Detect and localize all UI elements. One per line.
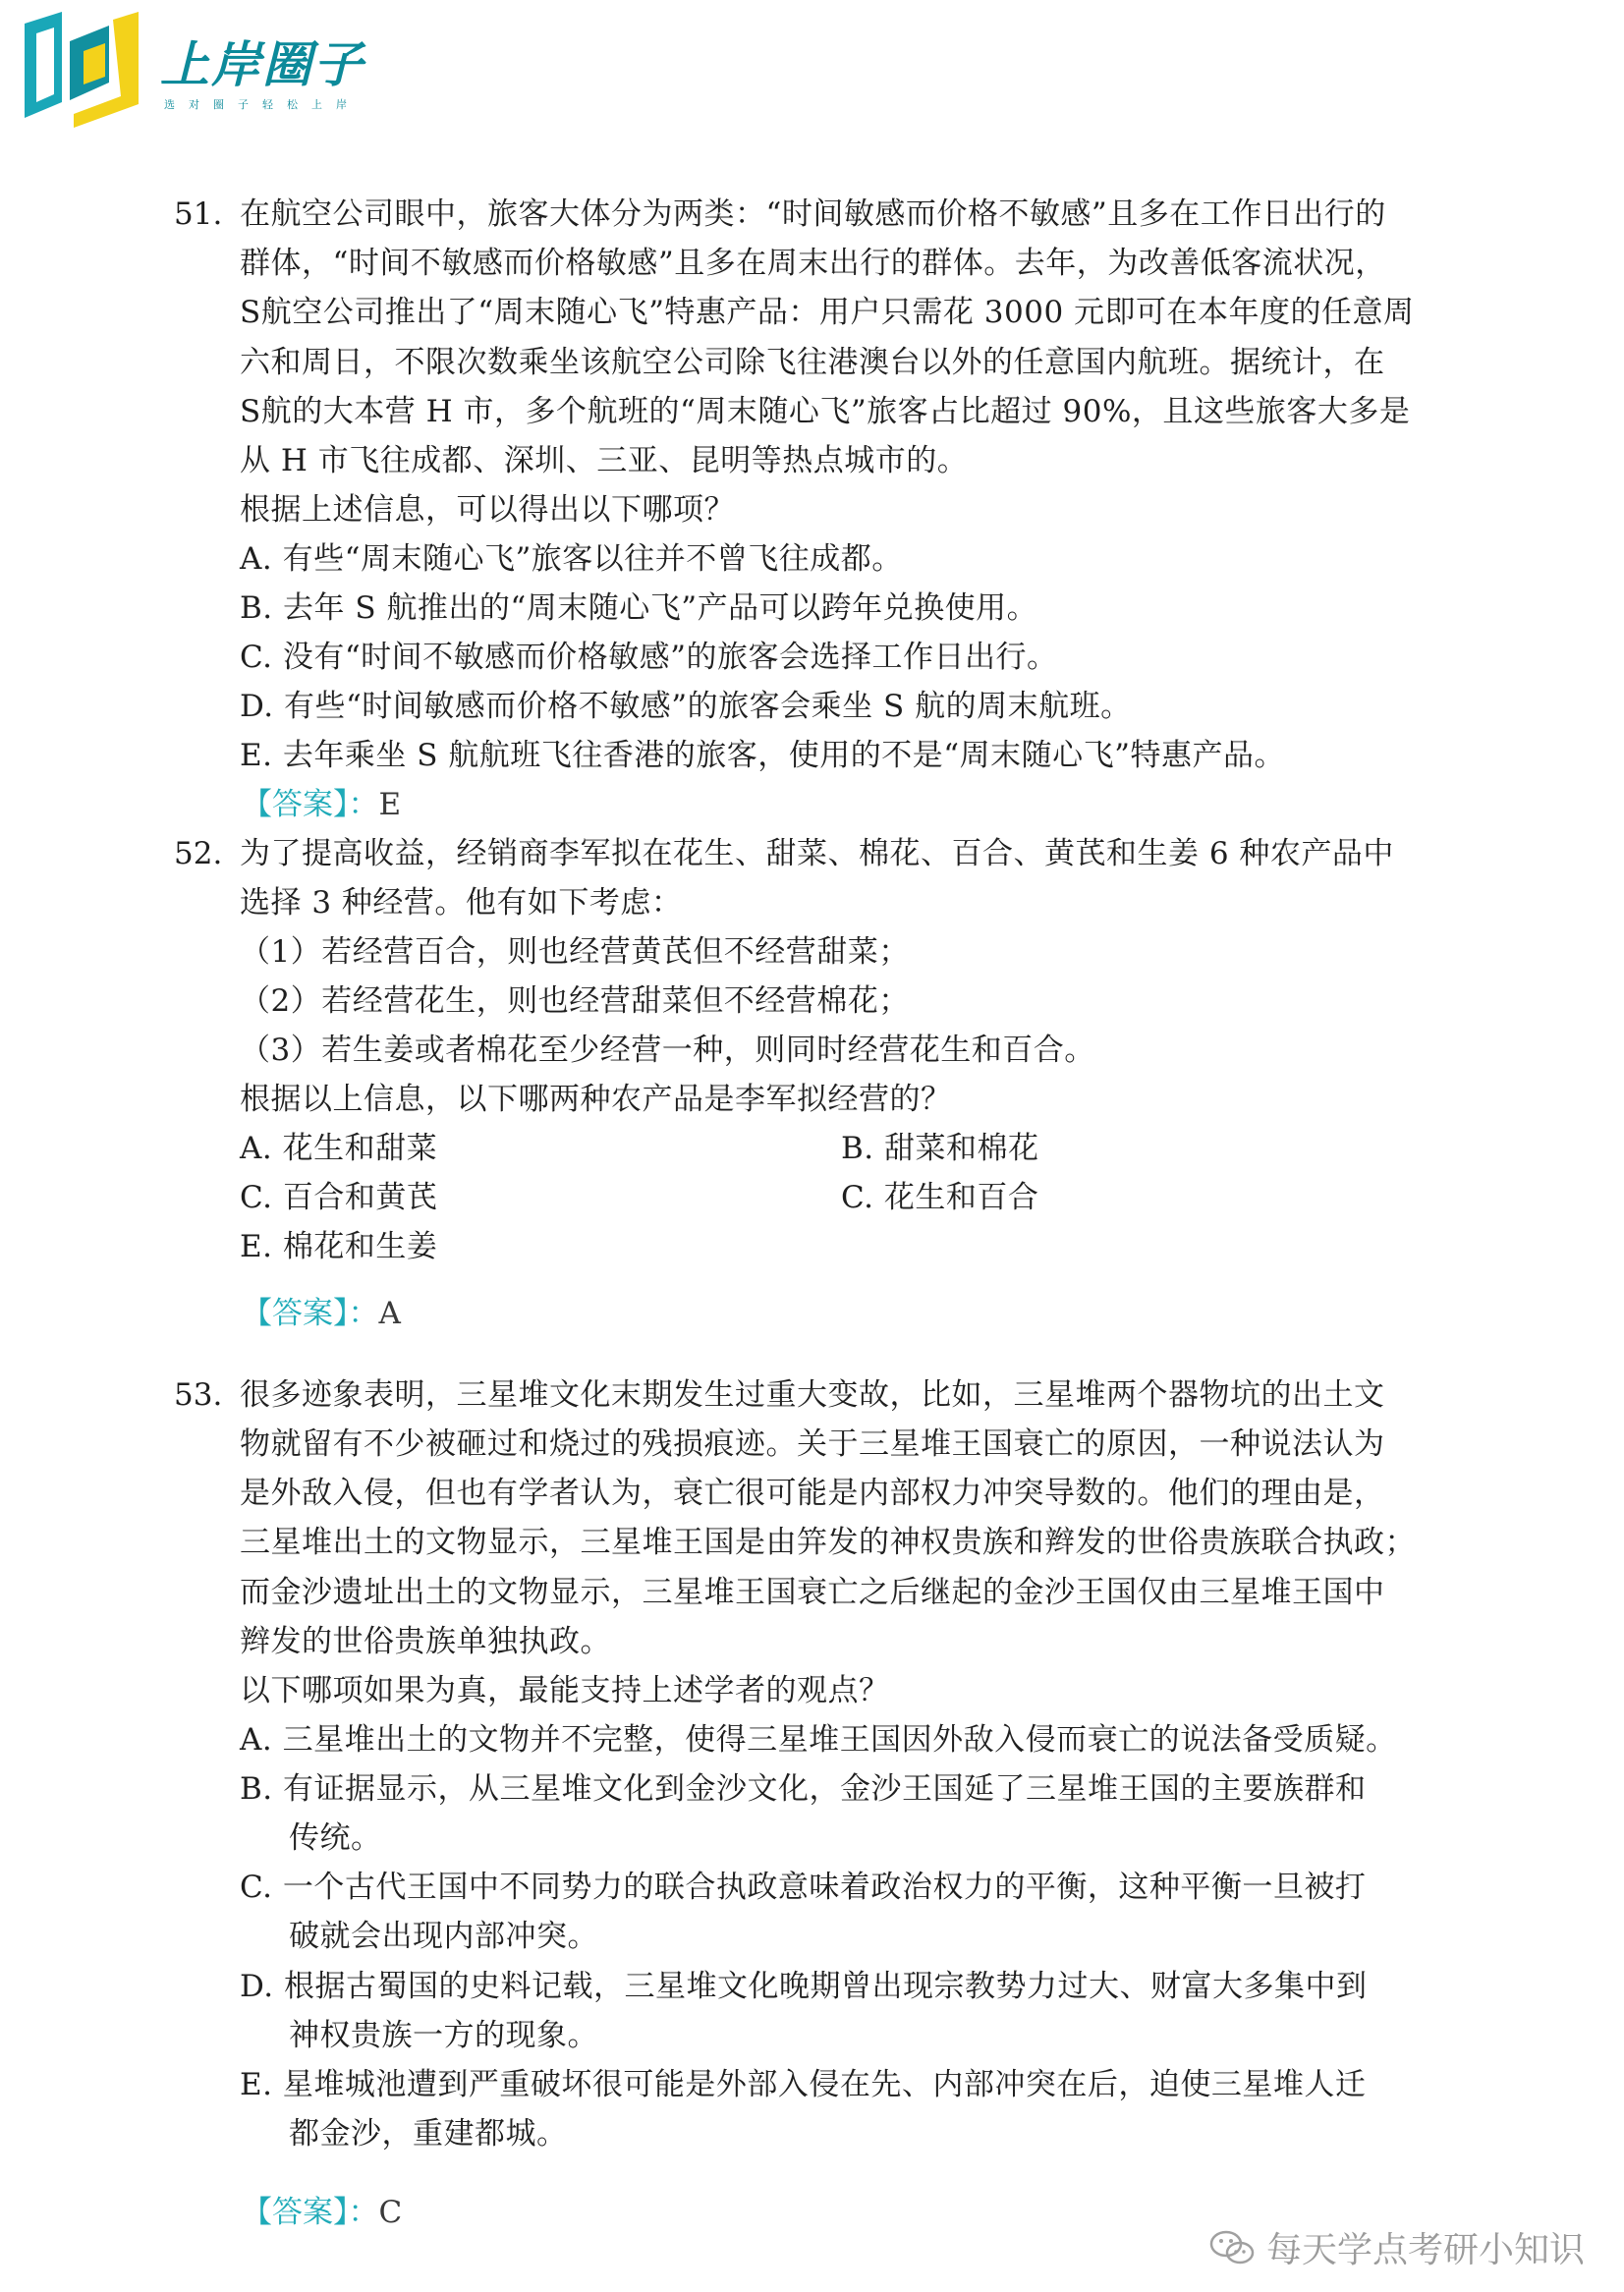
option-e: E. 去年乘坐 S 航航班飞往香港的旅客，使用的不是“周末随心飞”特惠产品。 <box>240 738 1285 773</box>
answer-label: 【答案】： <box>242 1296 379 1331</box>
question-text-line: 群体，“时间不敏感而价格敏感”且多在周末出行的群体。去年，为改善低客流状况， <box>240 246 1386 281</box>
answer-label: 【答案】： <box>242 2195 379 2230</box>
question-text-line: S航空公司推出了“周末随心飞”特惠产品：用户只需花 3000 元即可在本年度的任意周 <box>240 295 1415 330</box>
question-prompt: 根据以上信息，以下哪两种农产品是李军拟经营的？ <box>240 1082 952 1117</box>
option-c-continued: 破就会出现内部冲突。 <box>289 1919 598 1954</box>
watermark <box>1207 2222 1585 2272</box>
option-c: C. 没有“时间不敏感而价格敏感”的旅客会选择工作日出行。 <box>240 640 1058 675</box>
question-text-line: 六和周日，不限次数乘坐该航空公司除飞往港澳台以外的任意国内航班。据统计，在 <box>240 345 1385 380</box>
option-c: C. 百合和黄芪 <box>240 1180 438 1215</box>
logo-mark-icon <box>15 12 152 128</box>
answer <box>242 780 401 829</box>
question-text-line: 而金沙遗址出土的文物显示，三星堆王国衰亡之后继起的金沙王国仅由三星堆王国中 <box>240 1575 1385 1610</box>
question-prompt: 以下哪项如果为真，最能支持上述学者的观点？ <box>240 1673 890 1708</box>
question-text-line: 是外敌入侵，但也有学者认为，衰亡很可能是内部权力冲突导数的。他们的理由是， <box>240 1476 1385 1511</box>
question-text-line: 辫发的世俗贵族单独执政。 <box>240 1624 611 1659</box>
option-d: D. 有些“时间敏感而价格不敏感”的旅客会乘坐 S 航的周末航班。 <box>240 689 1132 724</box>
question-number: 51. <box>174 196 223 232</box>
condition-2: （2）若经营花生，则也经营甜菜但不经营棉花； <box>240 983 910 1019</box>
answer <box>242 1289 401 1338</box>
condition-1: （1）若经营百合，则也经营黄芪但不经营甜菜； <box>240 934 910 970</box>
option-d: D. 根据古蜀国的史料记载，三星堆文化晚期曾出现宗教势力过大、财富大多集中到 <box>240 1969 1368 2004</box>
question-text-line: 为了提高收益，经销商李军拟在花生、甜菜、棉花、百合、黄芪和生姜 6 种农产品中 <box>240 836 1394 871</box>
question-text-line: 物就留有不少被砸过和烧过的残损痕迹。关于三星堆王国衰亡的原因，一种说法认为 <box>240 1426 1385 1462</box>
question-text-line: S航的大本营 H 市，多个航班的“周末随心飞”旅客占比超过 90%，且这些旅客大多是 <box>240 394 1411 429</box>
answer-value: E <box>378 787 402 822</box>
option-d: C. 花生和百合 <box>841 1180 1039 1215</box>
option-a: A. 花生和甜菜 <box>240 1131 438 1166</box>
option-b: B. 有证据显示，从三星堆文化到金沙文化，金沙王国延了三星堆王国的主要族群和 <box>240 1771 1367 1807</box>
question-text-line: 三星堆出土的文物显示，三星堆王国是由笄发的神权贵族和辫发的世俗贵族联合执政； <box>240 1525 1416 1560</box>
option-b: B. 去年 S 航推出的“周末随心飞”产品可以跨年兑换使用。 <box>240 590 1038 626</box>
question-text-line: 在航空公司眼中，旅客大体分为两类：“时间敏感而价格不敏感”且多在工作日出行的 <box>240 196 1386 232</box>
answer-value: A <box>378 1296 401 1331</box>
option-a: A. 三星堆出土的文物并不完整，使得三星堆王国因外敌入侵而衰亡的说法备受质疑。 <box>240 1722 1397 1758</box>
option-d-continued: 神权贵族一方的现象。 <box>289 2018 598 2053</box>
answer-label: 【答案】： <box>242 787 379 822</box>
option-e-continued: 都金沙，重建都城。 <box>289 2116 568 2152</box>
logo-title: 上岸圈子 <box>160 36 364 93</box>
question-prompt: 根据上述信息，可以得出以下哪项？ <box>240 492 735 528</box>
option-b: B. 甜菜和棉花 <box>841 1131 1039 1166</box>
wechat-icon <box>1207 2228 1257 2267</box>
answer-value: C <box>378 2195 403 2230</box>
option-e: E. 星堆城池遭到严重破坏很可能是外部入侵在先、内部冲突在后，迫使三星堆人迁 <box>240 2067 1367 2102</box>
question-text-line: 从 H 市飞往成都、深圳、三亚、昆明等热点城市的。 <box>240 443 969 478</box>
question-number: 53. <box>174 1377 223 1413</box>
option-e: E. 棉花和生姜 <box>240 1229 438 1264</box>
question-number: 52. <box>174 836 223 871</box>
question-text-line: 选择 3 种经营。他有如下考虑： <box>240 885 683 921</box>
logo <box>15 12 427 128</box>
option-c: C. 一个古代王国中不同势力的联合执政意味着政治权力的平衡，这种平衡一旦被打 <box>240 1870 1367 1905</box>
option-a: A. 有些“周末随心飞”旅客以往并不曾飞往成都。 <box>240 541 903 577</box>
watermark-text: 每天学点考研小知识 <box>1265 2230 1585 2270</box>
condition-3: （3）若生姜或者棉花至少经营一种，则同时经营花生和百合。 <box>240 1033 1095 1068</box>
logo-slogan: 选对圈子轻松上岸 <box>164 98 361 111</box>
question-text-line: 很多迹象表明，三星堆文化末期发生过重大变故，比如，三星堆两个器物坑的出土文 <box>240 1377 1385 1413</box>
answer <box>242 2188 402 2237</box>
option-b-continued: 传统。 <box>289 1820 382 1856</box>
